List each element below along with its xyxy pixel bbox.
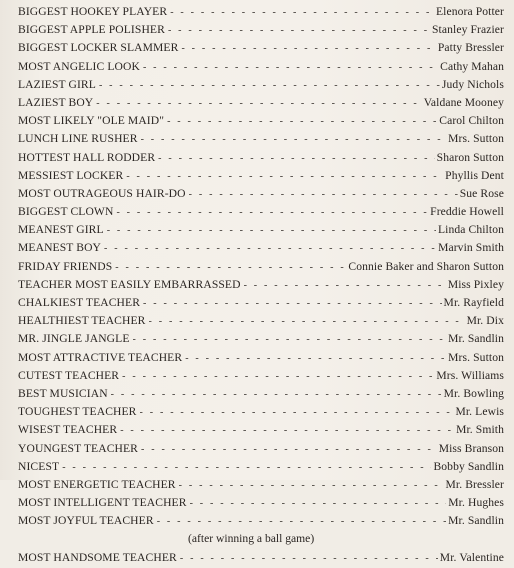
award-winner: Patty Bressler xyxy=(437,41,504,55)
award-row xyxy=(18,221,504,239)
award-winner: Mr. Valentine xyxy=(439,550,504,564)
dot-leader xyxy=(149,313,465,331)
award-winner: Mrs. Sutton xyxy=(448,132,504,146)
award-winner: Valdane Mooney xyxy=(423,95,504,109)
dot-leader xyxy=(122,368,434,386)
award-title: LUNCH LINE RUSHER xyxy=(18,132,138,146)
award-title: BIGGEST LOCKER SLAMMER xyxy=(18,41,179,55)
award-title: MEANEST GIRL xyxy=(18,223,104,237)
award-winner: Mr. Smith xyxy=(456,423,504,437)
award-winner: Bobby Sandlin xyxy=(433,459,504,473)
award-row xyxy=(18,149,504,167)
dot-leader xyxy=(126,168,443,186)
dot-leader xyxy=(141,131,447,149)
award-winner: Mr. Sandlin xyxy=(448,332,504,346)
award-row xyxy=(18,512,504,530)
award-winner: Linda Chilton xyxy=(437,223,504,237)
award-title: FRIDAY FRIENDS xyxy=(18,259,113,273)
awards-list xyxy=(18,3,504,567)
award-title: BIGGEST APPLE POLISHER xyxy=(18,23,165,37)
award-row xyxy=(18,185,504,203)
award-row xyxy=(18,294,504,312)
award-winner: Miss Branson xyxy=(438,441,504,455)
dot-leader xyxy=(99,77,440,95)
award-title: CHALKIEST TEACHER xyxy=(18,296,141,309)
award-winner: Miss Pixley xyxy=(447,277,504,291)
award-winner: Mr. Dix xyxy=(466,314,504,328)
award-winner: Mrs. Sutton xyxy=(448,350,504,364)
award-title: MR. JINGLE JANGLE xyxy=(18,332,130,346)
award-row xyxy=(18,403,504,421)
award-title: TEACHER MOST EASILY EMBARRASSED xyxy=(18,277,241,291)
award-row xyxy=(18,112,504,130)
award-row xyxy=(18,385,504,403)
award-row xyxy=(18,76,504,94)
dot-leader xyxy=(244,277,446,295)
dot-leader xyxy=(168,22,430,40)
award-row xyxy=(18,276,504,294)
award-title: HOTTEST HALL RODDER xyxy=(18,150,156,164)
dot-leader xyxy=(141,441,437,459)
award-row xyxy=(18,130,504,148)
award-winner: Sharon Sutton xyxy=(436,150,504,164)
award-row xyxy=(18,58,504,76)
dot-leader xyxy=(190,495,447,513)
dot-leader xyxy=(158,150,435,168)
dot-leader xyxy=(104,240,436,258)
award-title: BIGGEST CLOWN xyxy=(18,205,114,219)
dot-leader xyxy=(143,295,442,313)
award-title: MOST ATTRACTIVE TEACHER xyxy=(18,350,183,364)
award-row xyxy=(18,458,504,476)
award-winner: Stanley Frazier xyxy=(431,23,504,37)
award-title: NICEST xyxy=(18,459,60,473)
award-title: MOST ANGELIC LOOK xyxy=(18,59,140,73)
award-row xyxy=(18,367,504,385)
dot-leader xyxy=(111,386,442,404)
award-row xyxy=(18,167,504,185)
award-row xyxy=(18,476,504,494)
award-row xyxy=(18,39,504,57)
award-row xyxy=(18,440,504,458)
award-title: MOST HANDSOME TEACHER xyxy=(18,550,177,564)
award-winner: Elenora Potter xyxy=(435,5,504,18)
award-title: MOST INTELLIGENT TEACHER xyxy=(18,496,187,510)
dot-leader xyxy=(115,259,346,277)
award-row xyxy=(18,421,504,439)
award-row xyxy=(18,94,504,112)
dot-leader xyxy=(157,513,446,531)
award-winner: Mr. Sandlin xyxy=(448,514,504,528)
award-row xyxy=(18,3,504,21)
award-winner: Mr. Bressler xyxy=(445,477,504,491)
award-row xyxy=(18,494,504,512)
award-title: MEANEST BOY xyxy=(18,241,102,255)
award-winner: Carol Chilton xyxy=(439,114,504,128)
award-row xyxy=(18,330,504,348)
dot-leader xyxy=(143,59,438,77)
dot-leader xyxy=(116,204,428,222)
dot-leader xyxy=(120,422,454,440)
award-winner: Mr. Lewis xyxy=(455,405,504,419)
award-note: (after winning a ball game) xyxy=(188,532,315,546)
dot-leader xyxy=(185,350,446,368)
award-winner: Marvin Smith xyxy=(438,241,504,255)
dot-leader xyxy=(96,95,421,113)
award-row xyxy=(18,21,504,39)
award-row xyxy=(18,349,504,367)
award-winner: Sue Rose xyxy=(459,186,504,200)
dot-leader xyxy=(189,186,458,204)
dot-leader xyxy=(140,404,454,422)
award-winner: Phyllis Dent xyxy=(445,168,504,182)
award-winner: Mrs. Williams xyxy=(436,368,504,382)
award-winner: Cathy Mahan xyxy=(440,59,504,73)
dot-leader xyxy=(62,459,431,477)
award-title: YOUNGEST TEACHER xyxy=(18,441,139,455)
award-title: WISEST TEACHER xyxy=(18,423,118,437)
dot-leader xyxy=(170,4,434,22)
award-title: HEALTHIEST TEACHER xyxy=(18,314,146,328)
award-title: MESSIEST LOCKER xyxy=(18,168,124,182)
award-winner: Freddie Howell xyxy=(430,205,504,219)
award-title: MOST ENERGETIC TEACHER xyxy=(18,477,176,491)
award-title: MOST OUTRAGEOUS HAIR-DO xyxy=(18,186,186,200)
dot-leader xyxy=(180,550,438,568)
award-row xyxy=(18,312,504,330)
award-title: TOUGHEST TEACHER xyxy=(18,405,137,419)
award-title: MOST LIKELY "OLE MAID" xyxy=(18,114,165,128)
award-row xyxy=(18,203,504,221)
dot-leader xyxy=(133,331,447,349)
award-winner: Judy Nichols xyxy=(441,77,504,91)
award-winner: Mr. Hughes xyxy=(448,496,504,510)
award-title: LAZIEST GIRL xyxy=(18,77,96,91)
dot-leader xyxy=(181,40,435,58)
award-title: BIGGEST HOOKEY PLAYER xyxy=(18,5,168,18)
award-title: CUTEST TEACHER xyxy=(18,368,120,382)
award-winner: Connie Baker and Sharon Sutton xyxy=(348,259,504,273)
award-row xyxy=(18,239,504,257)
award-winner: Mr. Bowling xyxy=(443,386,504,400)
award-title: LAZIEST BOY xyxy=(18,95,94,109)
dot-leader xyxy=(167,113,437,131)
award-row xyxy=(18,549,504,567)
award-winner: Mr. Rayfield xyxy=(443,296,504,309)
award-title: MOST JOYFUL TEACHER xyxy=(18,514,154,528)
award-row xyxy=(18,258,504,276)
dot-leader xyxy=(107,222,436,240)
award-title: BEST MUSICIAN xyxy=(18,386,108,400)
